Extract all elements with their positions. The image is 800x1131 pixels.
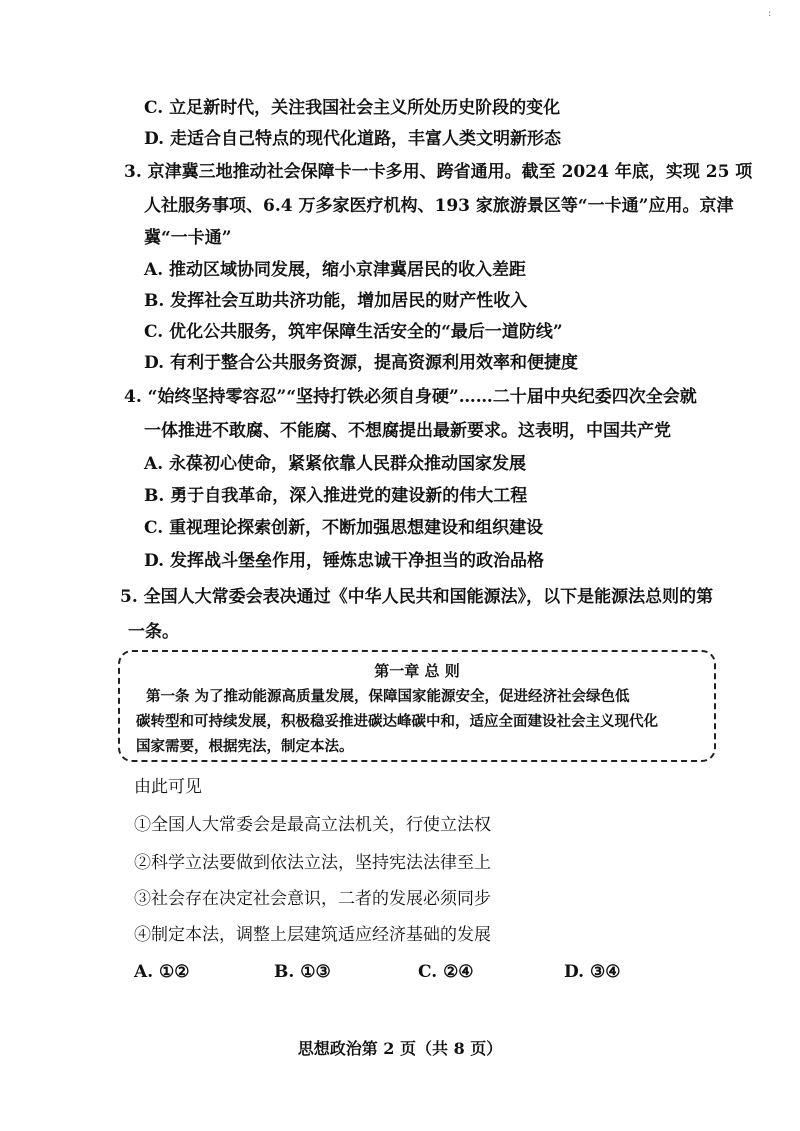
q3-option-d: D. 有利于整合公共服务资源，提高资源利用效率和便捷度 [144, 353, 578, 373]
q5-lead: 由此可见 [134, 777, 202, 797]
law-excerpt-box [118, 650, 716, 762]
q4-option-b: B. 勇于自我革命，深入推进党的建设新的伟大工程 [144, 486, 528, 506]
q3-option-a: A. 推动区域协同发展，缩小京津冀居民的收入差距 [144, 260, 527, 280]
q2-option-d: D. 走适合自己特点的现代化道路，丰富人类文明新形态 [144, 129, 561, 149]
law-text-line-1: 第一条 为了推动能源高质量发展，保障国家能源安全，促进经济社会绿色低 [146, 688, 630, 705]
q5-statement-4: ④制定本法，调整上层建筑适应经济基础的发展 [134, 925, 491, 945]
q5-choice-b: B. ①③ [274, 962, 331, 982]
q2-option-c: C. 立足新时代，关注我国社会主义所处历史阶段的变化 [144, 98, 561, 118]
corner-mark: : [768, 8, 772, 19]
q5-stem-line-2: 一条。 [128, 622, 179, 642]
q5-statement-3: ③社会存在决定社会意识，二者的发展必须同步 [134, 889, 491, 909]
q5-stem-line-1: 5. 全国人大常委会表决通过《中华人民共和国能源法》，以下是能源法总则的第 [120, 587, 714, 607]
q5-choice-d: D. ③④ [564, 962, 621, 982]
q4-option-d: D. 发挥战斗堡垒作用，锤炼忠诚干净担当的政治品格 [144, 551, 544, 571]
law-text-line-2: 碳转型和可持续发展，积极稳妥推进碳达峰碳中和，适应全面建设社会主义现代化 [136, 713, 658, 730]
q5-choice-c: C. ②④ [418, 962, 474, 982]
q3-stem-line-2: 人社服务事项、6.4 万多家医疗机构、193 家旅游景区等“一卡通”应用。京津 [144, 196, 734, 216]
law-chapter-title: 第一章 总 则 [374, 662, 460, 680]
q4-stem-line-2: 一体推进不敢腐、不能腐、不想腐提出最新要求。这表明，中国共产党 [144, 421, 671, 441]
q4-option-c: C. 重视理论探索创新，不断加强思想建设和组织建设 [144, 518, 544, 538]
q4-option-a: A. 永葆初心使命，紧紧依靠人民群众推动国家发展 [144, 454, 527, 474]
q3-stem-line-3: 冀“一卡通” [144, 228, 232, 248]
q3-option-c: C. 优化公共服务，筑牢保障生活安全的“最后一道防线” [144, 322, 563, 342]
law-text-line-3: 国家需要，根据宪法，制定本法。 [136, 738, 354, 755]
q3-option-b: B. 发挥社会互助共济功能，增加居民的财产性收入 [144, 291, 528, 311]
q5-statement-1: ①全国人大常委会是最高立法机关，行使立法权 [134, 815, 491, 835]
q5-statement-2: ②科学立法要做到依法立法，坚持宪法法律至上 [134, 853, 491, 873]
page-footer: 思想政治第 2 页（共 8 页） [297, 1039, 503, 1058]
q5-choice-a: A. ①② [134, 962, 190, 982]
q3-stem-line-1: 3. 京津冀三地推动社会保障卡一卡多用、跨省通用。截至 2024 年底，实现 25 项 [124, 162, 753, 182]
q4-stem-line-1: 4. “始终坚持零容忍”“坚持打铁必须自身硬”……二十届中央纪委四次全会就 [124, 387, 697, 407]
